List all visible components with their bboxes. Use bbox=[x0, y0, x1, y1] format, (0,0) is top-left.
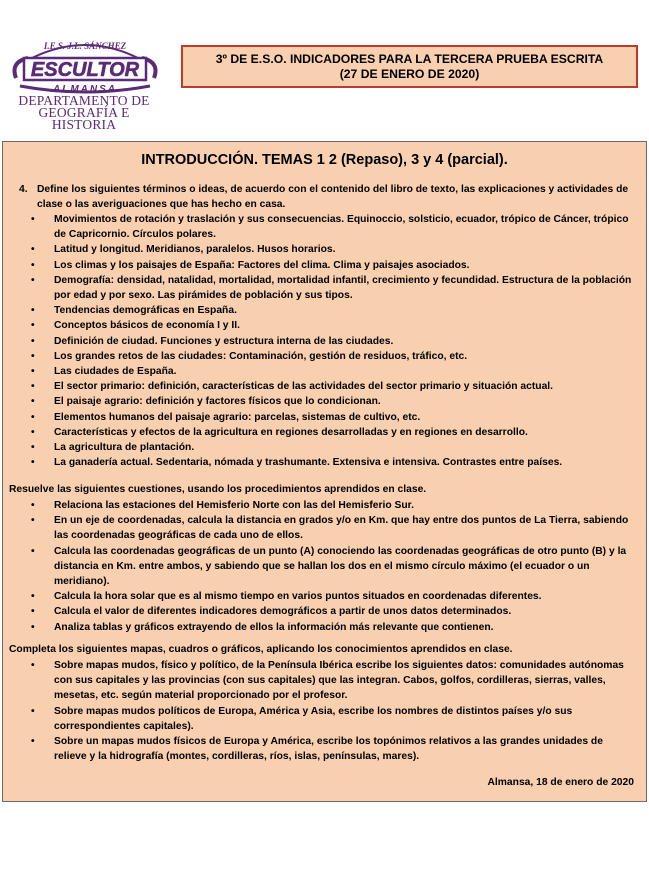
bullet-icon: • bbox=[31, 606, 35, 618]
bullet-icon: • bbox=[31, 426, 35, 438]
list-item: • La agricultura de plantación. bbox=[3, 440, 637, 455]
bullet-icon: • bbox=[31, 381, 35, 393]
bullet-icon: • bbox=[31, 705, 35, 717]
list-item: • El paisaje agrario: definición y factores físicos que lo condicionan. bbox=[3, 394, 637, 409]
logo-sub-text: ALMANSA bbox=[53, 84, 117, 95]
department-line-2: GEOGRAFÍA E HISTORIA bbox=[38, 105, 130, 132]
list-item: • Sobre un mapas mudos físicos de Europa y América, escribe los topónimos relativos a las grandes unidades de relieve y la hidrografía (montes, cordilleras, ríos, islas, penínsulas, mares). bbox=[31, 736, 603, 763]
bullet-icon: • bbox=[31, 320, 35, 332]
bullet-icon: • bbox=[31, 350, 35, 362]
bullet-icon: • bbox=[31, 442, 35, 454]
bullet-icon: • bbox=[31, 396, 35, 408]
section-number: 4. bbox=[19, 184, 28, 195]
bullet-icon: • bbox=[31, 244, 35, 256]
list-item: • Los climas y los paisajes de España: Factores del clima. Clima y paisajes asociados. bbox=[3, 258, 637, 273]
logo-graphic bbox=[10, 36, 160, 98]
list-item: • Calcula el valor de diferentes indicadores demográficos a partir de unos datos determinados. bbox=[3, 604, 637, 619]
signoff-date: Almansa, 18 de enero de 2020 bbox=[487, 777, 634, 788]
list-item: • Latitud y longitud. Meridianos, paralelos. Husos horarios. bbox=[3, 242, 637, 257]
section-4-intro-line-1: Define los siguientes términos o ideas, de acuerdo con el contenido del libro de texto, las explicaciones y actividades de bbox=[37, 184, 629, 195]
bullet-icon: • bbox=[31, 660, 35, 671]
bullet-icon: • bbox=[31, 335, 35, 347]
bullet-icon: • bbox=[31, 545, 35, 557]
list-item: • Demografía: densidad, natalidad, mortalidad, mortalidad infantil, crecimiento y fecundidad. Estructura de la población por edad y por sexo. Las pirámides de población y sus tipos. bbox=[31, 274, 632, 302]
bullet-icon: • bbox=[31, 621, 35, 633]
section-4-intro bbox=[19, 182, 629, 212]
topics-title: INTRODUCCIÓN. TEMAS 1 2 (Repaso), 3 y 4 (parcial). bbox=[141, 152, 508, 168]
logo-main-text: ESCULTOR bbox=[30, 59, 140, 81]
content-box bbox=[2, 141, 647, 802]
bullet-icon: • bbox=[31, 214, 35, 225]
bullet-icon: • bbox=[31, 736, 35, 748]
list-item: • Tendencias demográficas en España. bbox=[3, 303, 637, 318]
bullet-icon: • bbox=[31, 274, 35, 286]
logo-arc-text: I.E.S. J.L. SÁNCHEZ bbox=[43, 41, 127, 51]
list-item: • La ganadería actual. Sedentaria, nómada y trashumante. Extensiva e intensiva. Contrastes entre países. bbox=[3, 455, 637, 470]
list-item: • Movimientos de rotación y traslación y sus consecuencias. Equinoccio, solsticio, ecuador, trópico de Cáncer, trópico de Capricornio. Círculos polares. bbox=[31, 214, 629, 241]
bullet-icon: • bbox=[31, 457, 35, 469]
header-line-2: (27 DE ENERO DE 2020) bbox=[339, 67, 480, 81]
bullet-icon: • bbox=[31, 366, 35, 378]
list-item: • Sobre mapas mudos, físico y político, de la Península Ibérica escribe los siguientes datos: comunidades autónomas con sus capitales y las provincias (con sus capitales) que las integran. Cabos, golfos, cordilleras, sierras, valles, mesetas, etc. según material proporcionado por el profesor. bbox=[31, 660, 624, 702]
list-item: • Sobre mapas mudos políticos de Europa, América y Asia, escribe los nombres de distintos países y/o sus correspondientes capitales). bbox=[31, 705, 573, 732]
mapas-intro: Completa los siguientes mapas, cuadros o gráficos, aplicando los conocimientos aprendidos en clase. bbox=[9, 644, 513, 655]
list-item: • El sector primario: definición, características de las actividades del sector primario y situación actual. bbox=[3, 379, 637, 394]
cuestiones-intro: Resuelve las siguientes cuestiones, usando los procedimientos aprendidos en clase. bbox=[9, 484, 427, 495]
mapas-list bbox=[3, 658, 637, 764]
section-4-intro-line-2: clase o las averiguaciones que has hecho en casa. bbox=[37, 199, 286, 211]
list-item: • Relaciona las estaciones del Hemisferio Norte con las del Hemisferio Sur. bbox=[3, 498, 637, 513]
department-line-1: DEPARTAMENTO DE bbox=[18, 93, 150, 108]
list-item: • Los grandes retos de las ciudades: Contaminación, gestión de residuos, tráfico, etc. bbox=[3, 349, 637, 364]
list-item: • Calcula las coordenadas geográficas de un punto (A) conociendo las coordenadas geográficas de otro punto (B) y la distancia en Km. entre ambos, y sabiendo que se hallan los dos en el mismo círculo máximo (el ecuador o un meridiano). bbox=[31, 545, 627, 588]
terms-list bbox=[3, 212, 637, 470]
bullet-icon: • bbox=[31, 591, 35, 603]
bullet-icon: • bbox=[31, 515, 35, 527]
bullet-icon: • bbox=[31, 305, 35, 317]
list-item: • Definición de ciudad. Funciones y estructura interna de las ciudades. bbox=[3, 334, 637, 349]
list-item: • Conceptos básicos de economía I y II. bbox=[3, 318, 637, 333]
cuestiones-list bbox=[3, 498, 637, 635]
header-box bbox=[181, 45, 638, 88]
list-item: • Elementos humanos del paisaje agrario: parcelas, sistemas de cultivo, etc. bbox=[3, 410, 637, 425]
bullet-icon: • bbox=[31, 500, 35, 511]
bullet-icon: • bbox=[31, 259, 35, 271]
list-item: • En un eje de coordenadas, calcula la distancia en grados y/o en Km. que hay entre dos puntos de La Tierra, sabiendo las coordenadas geográficas de cada uno de ellos. bbox=[31, 515, 629, 542]
department-name bbox=[13, 95, 155, 131]
list-item: • Las ciudades de España. bbox=[3, 364, 637, 379]
header-line-1: 3º DE E.S.O. INDICADORES PARA LA TERCERA PRUEBA ESCRITA bbox=[215, 52, 604, 66]
bullet-icon: • bbox=[31, 411, 35, 423]
list-item: • Características y efectos de la agricultura en regiones desarrolladas y en regiones en desarrollo. bbox=[3, 425, 637, 440]
list-item: • Calcula la hora solar que es al mismo tiempo en varios puntos situados en coordenadas diferentes. bbox=[3, 589, 637, 604]
list-item: • Analiza tablas y gráficos extrayendo de ellos la información más relevante que contienen. bbox=[3, 620, 637, 635]
